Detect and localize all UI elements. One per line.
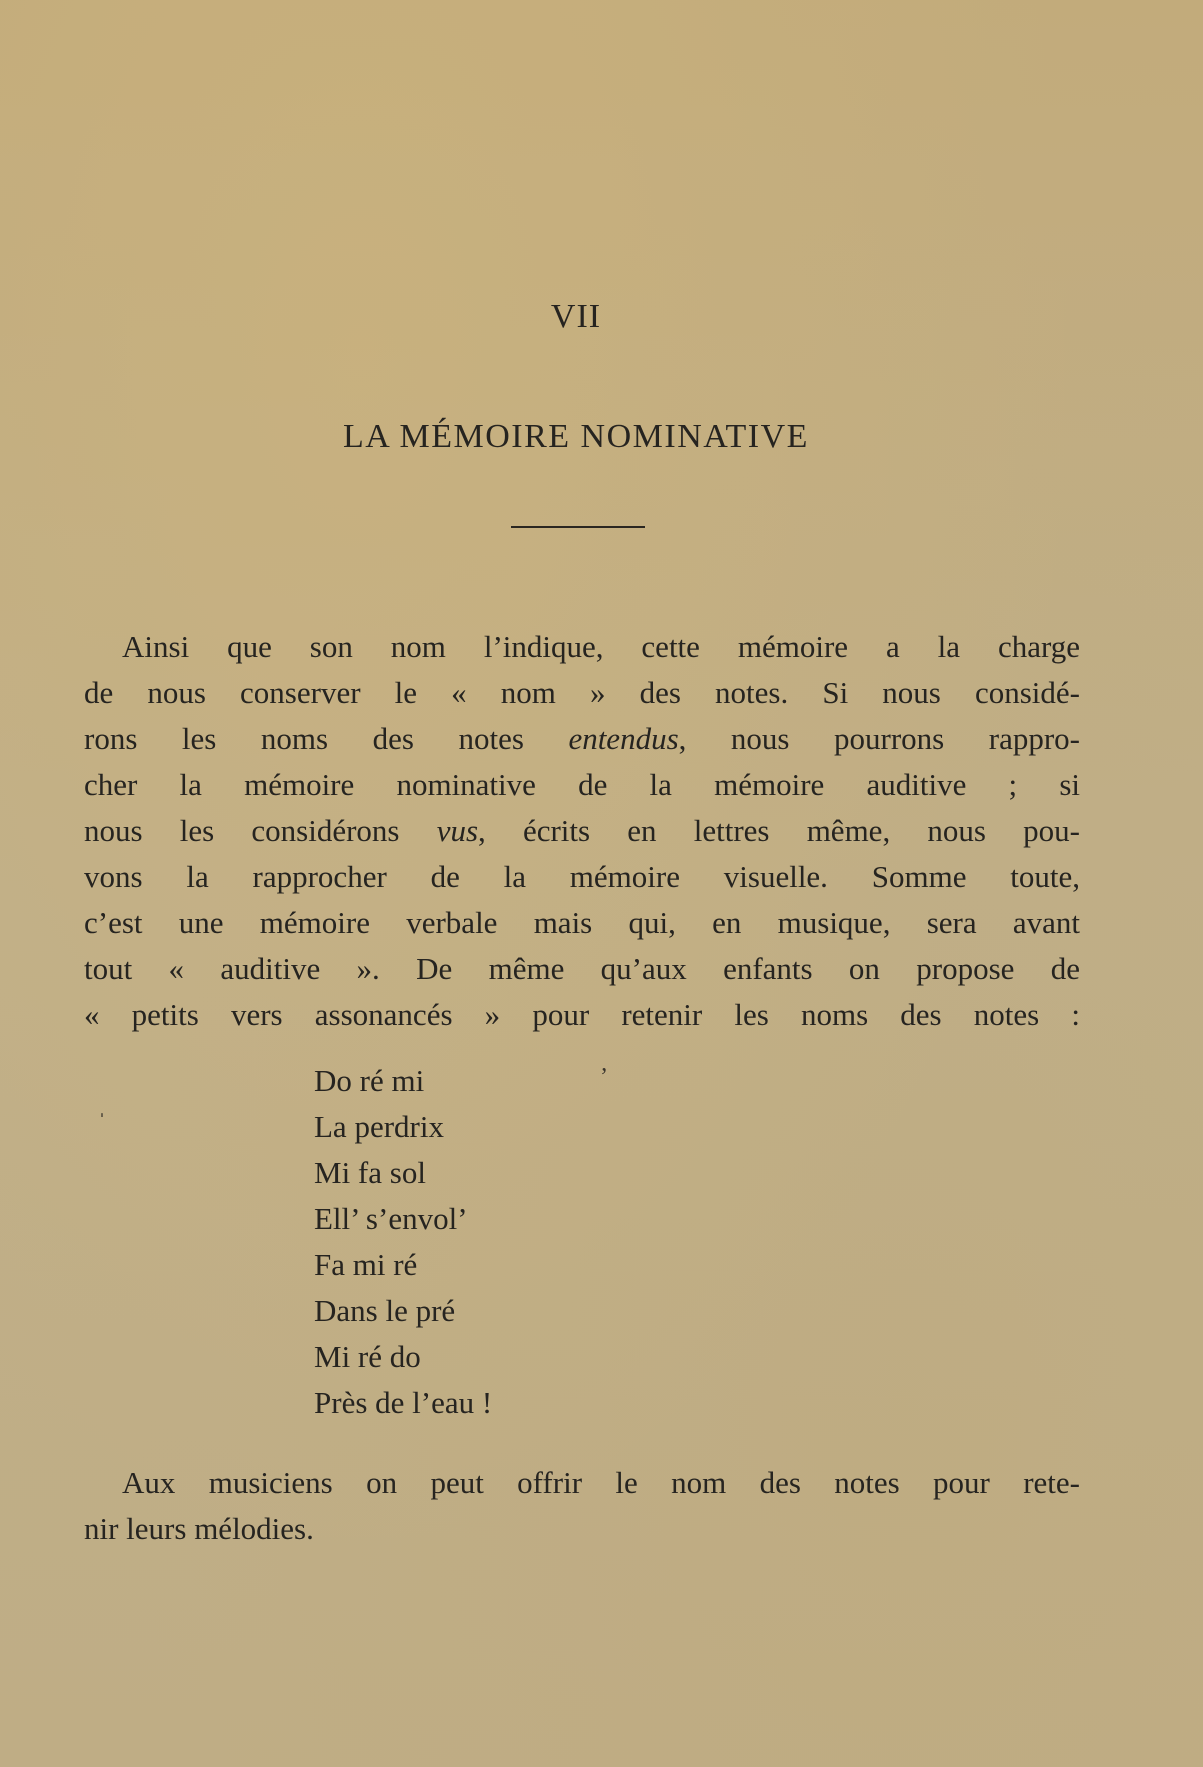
print-speck: ˈ <box>98 1110 106 1136</box>
title-divider <box>511 526 645 528</box>
chapter-title: LA MÉMOIRE NOMINATIVE <box>343 418 809 455</box>
text-line: cher la mémoire nominative de la mémoire auditive ; si <box>84 767 1080 802</box>
text-line <box>84 808 1080 854</box>
verse-line: Do ré mi <box>314 1063 425 1098</box>
text-line: nir leurs mélodies. <box>84 1511 314 1546</box>
verse-block <box>314 1058 492 1426</box>
text-segment: , écrits en lettres même, nous pou- <box>478 813 1080 848</box>
emphasis-vus: vus <box>436 813 479 848</box>
text-line: Aux musiciens on peut offrir le nom des notes pour rete- <box>122 1465 1080 1500</box>
print-speck: ʼ <box>600 1064 608 1090</box>
text-segment: , nous pourrons rappro- <box>678 721 1080 756</box>
verse-line: La perdrix <box>314 1109 444 1144</box>
text-line: de nous conserver le « nom » des notes. Si nous considé- <box>84 675 1080 710</box>
text-segment: rons les noms des notes <box>84 721 569 756</box>
text-line <box>84 716 1080 762</box>
verse-line: Ell’ s’envol’ <box>314 1201 468 1236</box>
text-line: vons la rapprocher de la mémoire visuelle. Somme toute, <box>84 859 1080 894</box>
text-line: c’est une mémoire verbale mais qui, en musique, sera avant <box>84 905 1080 940</box>
chapter-number: VII <box>550 298 602 335</box>
paragraph-conclusion <box>84 1460 1080 1552</box>
text-line: « petits vers assonancés » pour retenir les noms des notes : <box>84 997 1080 1032</box>
paragraph-intro <box>84 624 1080 1038</box>
verse-line: Mi fa sol <box>314 1155 426 1190</box>
text-line: Ainsi que son nom l’indique, cette mémoire a la charge <box>122 629 1080 664</box>
text-segment: nous les considérons <box>84 813 437 848</box>
emphasis-entendus: entendus <box>568 721 679 756</box>
verse-line: Mi ré do <box>314 1339 421 1374</box>
verse-line: Près de l’eau ! <box>314 1385 493 1420</box>
verse-line: Fa mi ré <box>314 1247 418 1282</box>
verse-line: Dans le pré <box>314 1293 456 1328</box>
text-line: tout « auditive ». De même qu’aux enfants on propose de <box>84 951 1080 986</box>
